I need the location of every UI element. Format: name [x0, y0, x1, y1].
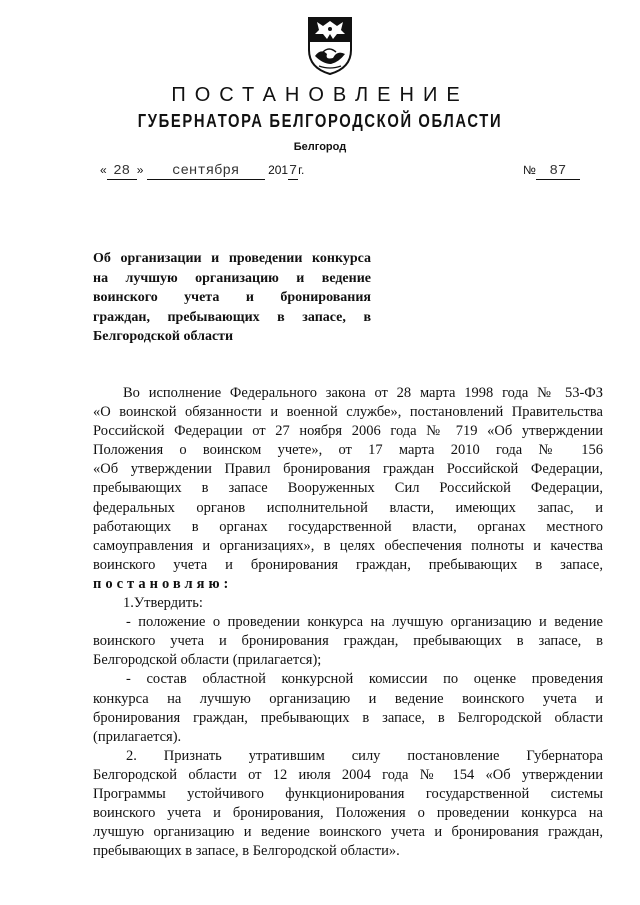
- date-open-quote: «: [100, 163, 107, 177]
- body-line: воинского учета и бронирования граждан, пребывающих в запасе,: [93, 556, 603, 573]
- subject-line: на лучшую организацию и ведение: [93, 270, 371, 286]
- decree-word: постановляю:: [93, 575, 233, 592]
- document-subject: [93, 249, 371, 347]
- subject-line: Белгородской области: [93, 329, 234, 344]
- body-line: пребывающих в запасе Вооруженных Сил Российской Федерации,: [93, 480, 603, 497]
- body-line: лучшую организацию и ведение воинского учета и бронирования граждан,: [93, 824, 603, 841]
- body-line: 1.Утвердить:: [123, 595, 203, 612]
- body-line: Белгородской области (прилагается);: [93, 652, 322, 669]
- body-line: «Об утверждении Правил бронирования граждан Российской Федерации,: [93, 461, 603, 478]
- document-date: [100, 163, 304, 180]
- date-close-quote: »: [136, 163, 144, 177]
- body-line: «О воинской обязанности и военной службе», постановлений Правительства: [93, 404, 603, 421]
- body-line: бронирования граждан, пребывающих в запасе, в Белгородской области: [93, 709, 603, 726]
- document-number: [523, 163, 580, 180]
- date-year-prefix: 201: [268, 163, 289, 177]
- subject-line: воинского учета и бронирования: [93, 290, 371, 305]
- body-line: воинского учета и бронирования граждан, пребывающих в запасе, в: [93, 633, 603, 650]
- body-line: федеральных органов исполнительной власти, имеющих запас, и: [93, 499, 603, 516]
- coat-of-arms-icon: [303, 12, 357, 76]
- body-line: - состав областной конкурсной комиссии по оценке проведения: [126, 671, 603, 688]
- body-line: 2. Признать утратившим силу постановление Губернатора: [126, 747, 603, 764]
- body-line: - положение о проведении конкурса на лучшую организацию и ведение: [126, 614, 603, 631]
- city-name: Белгород: [293, 141, 347, 153]
- number-value: 87: [536, 163, 580, 180]
- body-line: самоуправления и организациях», в целях обеспечения полноты и качества: [93, 537, 603, 554]
- body-line: Российской Федерации от 27 ноября 2006 года № 719 «Об утверждении: [93, 423, 603, 440]
- subject-line: граждан, пребывающих в запасе, в: [93, 309, 371, 325]
- body-line: (прилагается).: [93, 728, 182, 745]
- body-line: Белгородской области от 12 июля 2004 года № 154 «Об утверждении: [93, 766, 603, 783]
- document-title: ПОСТАНОВЛЕНИЕ: [171, 84, 469, 106]
- number-label: №: [523, 163, 536, 177]
- subject-line: Об организации и проведении конкурса: [93, 251, 371, 266]
- body-line: конкурса на лучшую организацию и ведение воинского учета и: [93, 690, 603, 707]
- document-body: [93, 384, 603, 861]
- body-line: работающих в органах государственной власти, органах местного: [93, 518, 603, 535]
- document-issuer: ГУБЕРНАТОРА БЕЛГОРОДСКОЙ ОБЛАСТИ: [137, 111, 503, 131]
- body-line: воинского учета и бронирования, Положения о проведении конкурса на: [93, 805, 603, 822]
- body-line: Во исполнение Федерального закона от 28 марта 1998 года № 53-ФЗ: [123, 385, 603, 401]
- body-line: Программы устойчивого функционирования государственной системы: [93, 785, 603, 802]
- date-year-suffix: г.: [298, 163, 305, 177]
- date-year-digit: 7: [288, 163, 298, 179]
- date-month: сентября: [147, 163, 265, 180]
- body-line: Положения о воинском учете», от 17 марта 2010 года № 156: [93, 442, 603, 459]
- body-line: пребывающих в запасе, в Белгородской области».: [93, 843, 400, 860]
- date-day: 28: [107, 163, 137, 180]
